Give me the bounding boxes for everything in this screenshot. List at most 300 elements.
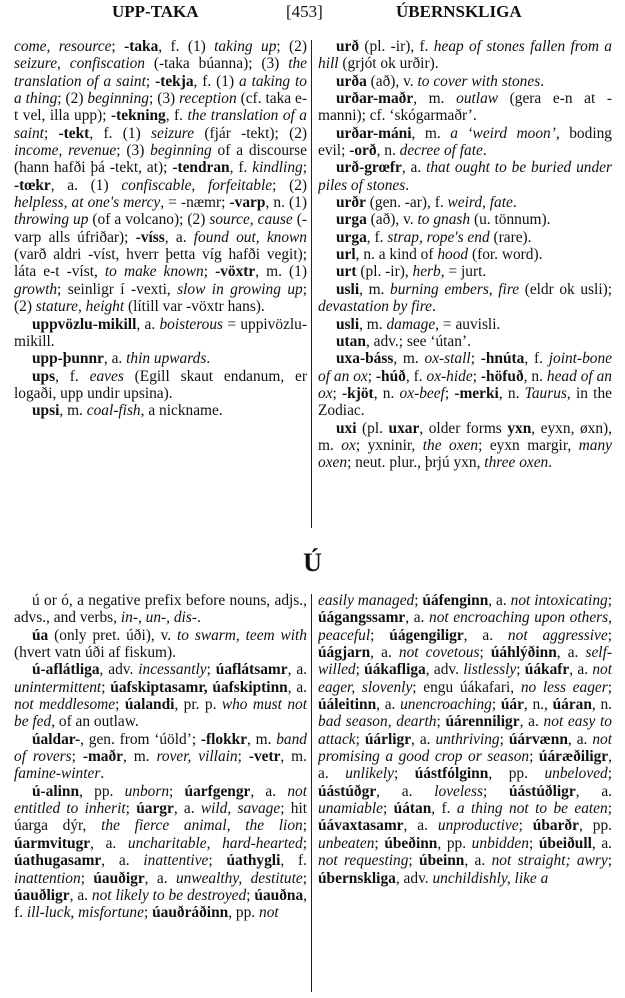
entry-text: ; [518, 817, 533, 835]
entry-text: , a. [556, 644, 586, 662]
entry-text: , f. [165, 107, 188, 125]
entry-text: ; [499, 730, 509, 748]
headword: -kjöt [342, 384, 374, 402]
headword: úáræðiligr [538, 748, 609, 766]
definition-text: found out, known [193, 228, 307, 246]
headword: uxar [388, 419, 420, 437]
entry-text: , a. [144, 869, 176, 887]
entry-text: , m. [359, 315, 387, 333]
definition-text: that ought to be buried under piles of stones [318, 159, 612, 194]
definition-text: Taurus [524, 384, 567, 402]
entry-text: ; [482, 782, 509, 800]
definition-text: thin upwards [126, 350, 207, 368]
definition-text: in-, un-, dis- [120, 609, 197, 627]
entry-text: ; [101, 678, 111, 696]
entry-text: , m. [280, 748, 307, 766]
definition-text: coal-fish [86, 402, 141, 420]
headword: -taka [124, 38, 159, 55]
entry-text: , m. [123, 748, 157, 766]
entry-text: (for. word). [468, 246, 543, 264]
entry-text: (-taka búanna); (3) [145, 55, 289, 73]
entry-text: , a. [90, 834, 128, 852]
entry-text: , older forms [419, 419, 508, 437]
headword: úbernskliga [318, 869, 396, 887]
headword: úauðráðinn [152, 904, 229, 922]
entry-text: ; (2) [276, 38, 307, 55]
definition-text: not requesting [318, 852, 409, 870]
entry-text: , m. [413, 90, 457, 108]
definition-text: seizure [151, 124, 195, 142]
definition-text: stature, height [35, 298, 125, 316]
headword: úákafr [524, 661, 570, 679]
entry-text: , adv. [425, 661, 464, 679]
entry-text: , a. [287, 661, 307, 679]
headword: urðr [336, 194, 366, 212]
entry-text: , a. [569, 661, 593, 679]
entry-text: ú or ó, a negative prefix before nouns, adjs., advs., and verbs, [14, 592, 307, 627]
dictionary-entry [318, 350, 612, 419]
entry-text: , pp. [437, 834, 472, 852]
entry-text: ; neut. plur., þrjú yxn, [347, 454, 485, 472]
entry-text: . [482, 142, 487, 160]
entry-text: ; [302, 817, 307, 835]
entry-text: , a. [463, 626, 508, 644]
definition-text: ox-hide [426, 367, 473, 385]
headword: úalandi [124, 696, 175, 714]
definition-text: source, cause [209, 211, 293, 229]
entry-text: . [512, 194, 517, 212]
definition-text: listlessly [463, 661, 517, 679]
definition-text: the translation of a saint [14, 55, 307, 90]
entry-text: , a. [101, 852, 144, 870]
dictionary-entry [318, 263, 612, 280]
entry-text: , a. [164, 228, 194, 246]
entry-text: , a. [370, 644, 399, 662]
definition-text: unintermittent [14, 678, 102, 696]
entry-text: ; (2) [14, 280, 307, 316]
dictionary-entry [14, 38, 307, 316]
entry-text: (eldr ok usli); [519, 280, 612, 298]
definition-text: a taking to a thing [14, 72, 307, 108]
entry-text: , a. [401, 159, 427, 177]
entry-text: . [100, 765, 105, 783]
entry-text: , n. (1) [265, 194, 307, 212]
entry-text: , a. [411, 730, 436, 748]
definition-text: unbeloved [544, 765, 608, 783]
entry-text: (rare). [489, 228, 532, 246]
entry-text: ; [302, 159, 307, 177]
entry-text: , a. [403, 817, 438, 835]
headword: úaflátsamr [215, 661, 288, 679]
definition-text: not aggressive [507, 626, 608, 644]
dictionary-entry [318, 333, 612, 350]
entry-text: (cf. taka e-t vel, illa upp); [14, 90, 307, 125]
entry-text: , n. [373, 384, 400, 402]
entry-text: ; hit úarga dýr, [14, 800, 307, 835]
dictionary-entry [14, 350, 307, 367]
definition-text: helpless, at one's mercy [14, 194, 161, 212]
definition-text: outlaw [456, 90, 499, 108]
entry-text: , n. [523, 367, 547, 385]
headword: upsi [32, 402, 60, 420]
entry-text: , n. a kind of [355, 246, 438, 264]
entry-text: , a. [376, 696, 401, 714]
definition-text: heap of stones fallen from a hill [318, 38, 612, 73]
definition-text: kindling [252, 159, 303, 177]
entry-text: , = auvisli. [435, 315, 501, 333]
definition-text: to cover with stones [417, 72, 541, 90]
entry-text: , m. [359, 280, 390, 298]
entry-text: of a discourse (hann hafði þá -tekt, at); [14, 142, 307, 177]
headword: urga [336, 228, 367, 246]
headword: úbeðinn [384, 834, 438, 852]
entry-text: ; [203, 263, 216, 281]
definition-text: beginning [87, 90, 149, 108]
entry-text: , = -næmr; [160, 194, 230, 212]
entry-text: , a. [519, 713, 544, 731]
headword: -víss [135, 228, 165, 246]
headword: ups [32, 367, 56, 385]
definition-text: unlikely [345, 765, 394, 783]
headword: úafskiptasamr, úafskiptinn [110, 678, 288, 696]
entry-text: , f. [524, 350, 549, 368]
entry-text: , n. [498, 384, 525, 402]
entry-text: ; [472, 367, 481, 385]
entry-text: (grjót ok urðir). [338, 55, 439, 73]
headword: -tekning [111, 107, 166, 125]
header-first-headword: UPP-TAKA [112, 2, 199, 21]
entry-text: , m. [59, 402, 87, 420]
entry-text: , pp. [578, 817, 612, 835]
definition-text: confiscable, forfeitable [121, 176, 273, 194]
entry-text: ; [444, 384, 455, 402]
headword: -orð [349, 142, 377, 160]
entry-text: ; [607, 852, 612, 870]
dictionary-entry [318, 229, 612, 246]
definition-text: growth [14, 280, 58, 298]
entry-text: , pp. [488, 765, 545, 783]
definition-text: inattentive [143, 852, 209, 870]
entry-text: ; (3) [116, 142, 151, 160]
definition-text: the fierce animal, the lion [101, 817, 303, 835]
entry-text: , in the Zodiac. [318, 384, 612, 420]
entry-text: ; [607, 626, 612, 644]
entry-text: ; [370, 626, 390, 644]
definition-text: easily managed [318, 592, 415, 609]
entry-text: , a. [464, 852, 492, 870]
entry-text: , n. [591, 696, 612, 714]
entry-text: , adv.; see ‘útan’. [365, 332, 471, 350]
headword: úástúðgr [318, 782, 377, 800]
column-divider-bottom [311, 594, 312, 992]
entry-text: , f. [14, 886, 307, 922]
entry-text: (Egill skaut endanum, er logaði, upp undir upsina). [14, 367, 307, 402]
entry-text: , f. (1) [193, 72, 240, 90]
headword: úauðna [254, 886, 304, 904]
definition-text: no less eager [520, 678, 608, 696]
entry-text: , a. [173, 800, 201, 818]
entry-text: ; [470, 350, 481, 368]
entry-text: (að), v. [366, 72, 418, 90]
headword: ú-aflátliga [32, 661, 100, 679]
entry-text: . [540, 72, 545, 90]
definition-text: head of an ox [318, 367, 612, 402]
headword: -hnúta [480, 350, 525, 368]
dictionary-entry [14, 316, 307, 351]
page-number: [453] [286, 2, 323, 21]
entry-text: ; [529, 748, 539, 766]
headword: -tekt [58, 124, 90, 142]
entry-text: ; [491, 696, 501, 714]
headword: úáleitinn [318, 696, 377, 714]
headword: úauðigr [93, 869, 145, 887]
headword: úauðligr [14, 886, 70, 904]
entry-text: , m. [411, 124, 451, 142]
definition-text: ox-stall [424, 350, 471, 368]
dictionary-entry [14, 661, 307, 730]
column-divider-top [311, 40, 312, 528]
headword: úarfgengr [184, 782, 251, 800]
entry-text: , a. [405, 609, 429, 627]
entry-text: . [431, 298, 436, 316]
headword: uxi [336, 419, 357, 437]
headword: úágengiligr [389, 626, 464, 644]
headword: úáhlýðinn [490, 644, 557, 662]
definition-text: devastation by fire [318, 298, 432, 316]
definition-text: to swarm, teem with [177, 626, 307, 644]
entry-text: ; (2) [57, 90, 88, 108]
entry-text: ; [414, 592, 423, 609]
entry-text: , f. [55, 367, 90, 385]
entry-text: ; (2) [272, 176, 307, 194]
definition-text: decree of fate [399, 142, 483, 160]
entry-text: ; [143, 904, 153, 922]
definition-text: joint-bone of an ox [318, 350, 612, 385]
headword: úathygli [226, 852, 281, 870]
entry-text: ; [302, 869, 307, 887]
headword: úáran [552, 696, 592, 714]
headword: úáfenginn [422, 592, 489, 609]
definition-text: eaves [89, 367, 124, 385]
definition-text: not likely to be destroyed [91, 886, 247, 904]
definition-text: unthriving [435, 730, 500, 748]
entry-text: ; eyxn margir, [478, 436, 579, 454]
definition-text: not straight; awry [491, 852, 608, 870]
definition-text: unbeaten [318, 834, 375, 852]
entry-text: , n. [376, 142, 400, 160]
entry-text: , f. [280, 852, 307, 870]
column-3-entries [14, 592, 307, 992]
headword: úárligr [364, 730, 412, 748]
entry-text: ; [367, 367, 376, 385]
definition-text: ox-beef [399, 384, 445, 402]
definition-text: unbidden [471, 834, 529, 852]
entry-text: (pl. -ir), [356, 263, 413, 281]
definition-text: who must not be fed [14, 696, 307, 731]
headword: usli [336, 280, 360, 298]
definition-text: loveless [434, 782, 483, 800]
dictionary-entry [318, 211, 612, 228]
headword: úathugasamr [14, 852, 102, 870]
entry-text: , a. [318, 748, 612, 783]
entry-text: (gen. -ar), f. [365, 194, 448, 212]
dictionary-entry [318, 194, 612, 211]
headword: urðar-maðr [336, 90, 414, 108]
entry-text: . [405, 176, 410, 194]
dictionary-entry [318, 38, 612, 73]
headword: -vöxtr [215, 263, 256, 281]
headword: urðar-máni [336, 124, 412, 142]
headword: urð [336, 38, 360, 55]
entry-text: ; [436, 713, 446, 731]
dictionary-entry [318, 73, 612, 90]
headword: úár [500, 696, 524, 714]
entry-text: ; [607, 765, 612, 783]
dictionary-entry [318, 246, 612, 263]
entry-text: ; [111, 38, 125, 55]
dictionary-entry [318, 90, 612, 125]
entry-text: (hvert vatn úði af fiskum). [14, 644, 176, 662]
headword: url [336, 246, 356, 264]
header-last-headword: ÚBERNSKLIGA [396, 2, 522, 21]
entry-text: , a. [136, 315, 160, 333]
definition-text: inattention [14, 869, 81, 887]
entry-text: , a. [103, 350, 127, 368]
entry-text: , = jurt. [440, 263, 487, 281]
entry-text: ; [516, 661, 525, 679]
entry-text: ; [528, 834, 539, 852]
entry-text: (pl. [356, 419, 389, 437]
headword: -tekja [155, 72, 194, 90]
entry-text: ; [71, 748, 83, 766]
dictionary-entry [14, 783, 307, 922]
dictionary-entry [14, 402, 307, 419]
entry-text: , pr. p. [174, 696, 222, 714]
dictionary-entry [14, 368, 307, 403]
headword: -merki [454, 384, 499, 402]
definition-text: three oxen [484, 454, 549, 472]
entry-text: ; [302, 834, 307, 852]
headword: úa [32, 626, 49, 644]
definition-text: taking up [214, 38, 277, 55]
definition-text: come, resource [14, 38, 112, 55]
definition-text: self-willed [318, 644, 612, 679]
headword: -vetr [248, 748, 281, 766]
entry-text: . [548, 454, 553, 472]
headword: úástfólginn [414, 765, 489, 783]
headword: -höfuð [480, 367, 524, 385]
dictionary-entry [318, 281, 612, 316]
entry-text: (-varp alls úfriðar); [14, 211, 307, 246]
entry-text: , f. (1) [89, 124, 152, 142]
definition-text: to gnash [417, 211, 471, 229]
definition-text: seizure, confiscation [14, 55, 145, 73]
entry-text: (only pret. úði), v. [48, 626, 177, 644]
headword: úátan [393, 800, 432, 818]
dictionary-entry [14, 592, 307, 627]
definition-text: wild, savage [200, 800, 281, 818]
dictionary-entry [14, 627, 307, 662]
definition-text: bad season, dearth [318, 713, 437, 731]
dictionary-entry [318, 592, 612, 887]
definition-text: ill-luck, misfortune [26, 904, 144, 922]
definition-text: throwing up [14, 211, 89, 229]
headword: urð-grœfr [336, 159, 402, 177]
entry-text: , n., [523, 696, 553, 714]
headword: úárvænn [508, 730, 568, 748]
entry-text: ; [355, 730, 365, 748]
entry-text: ; [125, 800, 137, 818]
definition-text: boisterous [159, 315, 224, 333]
definition-text: not meddlesome [14, 696, 116, 714]
entry-text: , a. [488, 592, 511, 609]
entry-text: ; [393, 765, 415, 783]
definition-text: rover, villain [156, 748, 238, 766]
definition-text: strap, rope's end [387, 228, 490, 246]
definition-text: a ‘weird moon’ [450, 124, 556, 142]
definition-text: a thing not to be eaten [456, 800, 608, 818]
headword: ú-alinn [32, 782, 80, 800]
entry-text: (u. tönnum). [470, 211, 551, 229]
headword: -húð [375, 367, 406, 385]
entry-text: . [196, 609, 201, 627]
entry-text: , a. [591, 834, 612, 852]
entry-text: (gera e-n at -manni); cf. ‘skógarmaðr’. [318, 90, 612, 125]
entry-text: , a. [250, 782, 288, 800]
definition-text: slow in growing up [177, 280, 303, 298]
entry-text: , a. [376, 782, 435, 800]
entry-text: ; [145, 72, 156, 90]
column-4-entries [318, 592, 612, 992]
entry-text: ; [332, 384, 343, 402]
entry-text: , a. [69, 886, 92, 904]
definition-text: unwealthy, destitute [175, 869, 303, 887]
entry-text: ; [479, 644, 491, 662]
definition-text: unproductive [437, 817, 519, 835]
entry-text: ; [115, 696, 125, 714]
entry-text: ; [169, 782, 185, 800]
headword: úarmvitugr [14, 834, 91, 852]
definition-text: beginning [150, 142, 212, 160]
headword: yxn [507, 419, 532, 437]
entry-text: ; [246, 886, 255, 904]
definition-text: herb [412, 263, 441, 281]
definition-text: not promising a good crop or season [318, 730, 612, 766]
entry-text: , adv. [99, 661, 139, 679]
column-2-entries [318, 38, 612, 528]
entry-text: , pp. [79, 782, 125, 800]
headword: urt [336, 263, 357, 281]
headword: -maðr [82, 748, 123, 766]
dictionary-entry [318, 420, 612, 472]
page-header [0, 2, 625, 28]
definition-text: damage [386, 315, 436, 333]
definition-text: ox [341, 436, 356, 454]
definition-text: unchildishly, like a [432, 869, 549, 887]
definition-text: reception [179, 90, 237, 108]
entry-text: ; yxninir, [355, 436, 423, 454]
definition-text: band of rovers [14, 730, 307, 766]
entry-text: (pl. -ir), f. [359, 38, 434, 55]
definition-text: income, revenue [14, 142, 117, 160]
entry-text: , a. (1) [50, 176, 122, 194]
headword: úágangssamr [318, 609, 406, 627]
entry-text: ; [43, 124, 59, 142]
definition-text: uncharitable, hard-hearted [127, 834, 303, 852]
entry-text: , f. [405, 367, 427, 385]
entry-text: (of a volcano); (2) [88, 211, 210, 229]
definition-text: burning embers, fire [390, 280, 520, 298]
